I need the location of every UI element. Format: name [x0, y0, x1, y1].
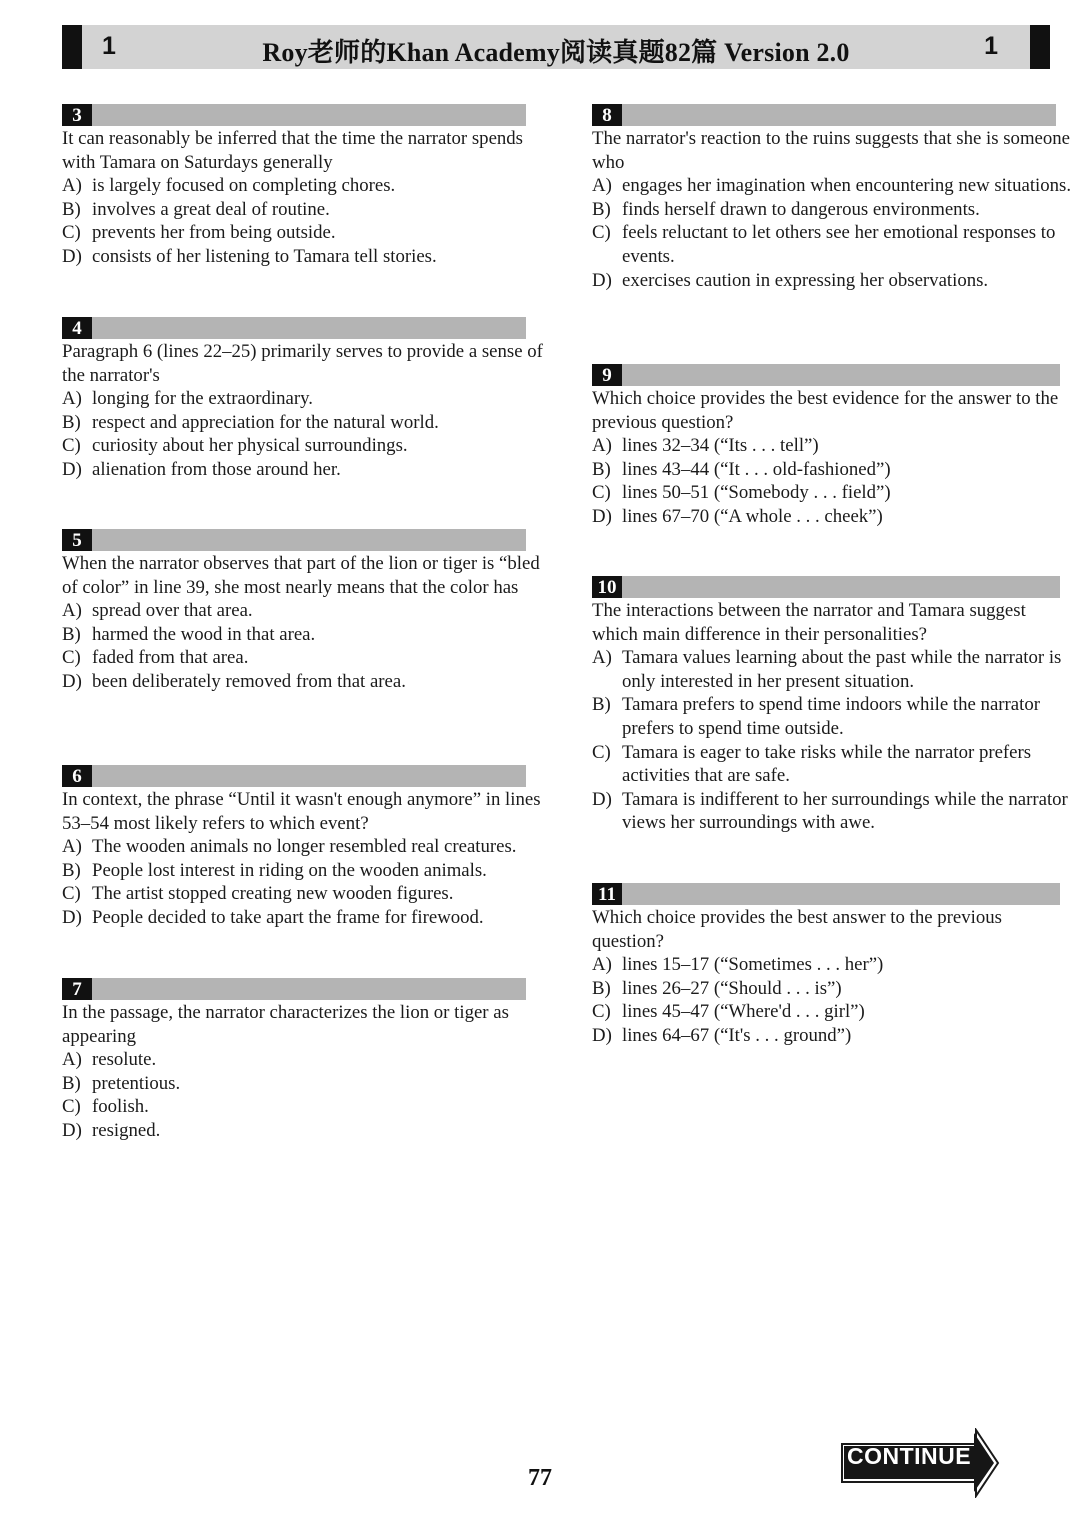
- option-a[interactable]: A) lines 15–17 (“Sometimes . . . her”): [592, 954, 884, 976]
- option-b[interactable]: B) lines 43–44 (“It . . . old-fashioned”): [592, 458, 891, 480]
- question-stem: The narrator's reaction to the ruins suggests that she is someone who: [592, 128, 1071, 173]
- question-number: 3: [62, 104, 92, 126]
- option-c[interactable]: C) Tamara is eager to take risks while the narrator prefers activities that are safe.: [592, 741, 1032, 787]
- question-number: 5: [62, 529, 92, 551]
- option-b[interactable]: B) finds herself drawn to dangerous environments.: [592, 198, 980, 220]
- option-c[interactable]: C) faded from that area.: [62, 647, 249, 669]
- question-stem: In context, the phrase “Until it wasn't enough anymore” in lines 53–54 most likely refers to which event?: [62, 789, 541, 834]
- option-d[interactable]: D) lines 64–67 (“It's . . . ground”): [592, 1024, 852, 1046]
- page-header: [62, 25, 1050, 69]
- option-d[interactable]: D) consists of her listening to Tamara tell stories.: [62, 245, 437, 267]
- option-a[interactable]: A) is largely focused on completing chores.: [62, 175, 396, 197]
- option-a[interactable]: A) longing for the extraordinary.: [62, 388, 313, 410]
- question-bar: [62, 317, 526, 339]
- question-number: 7: [62, 978, 92, 1000]
- page-number: 77: [528, 1465, 552, 1491]
- option-d[interactable]: D) lines 67–70 (“A whole . . . cheek”): [592, 505, 883, 527]
- option-b[interactable]: B) involves a great deal of routine.: [62, 198, 330, 220]
- option-a[interactable]: A) lines 32–34 (“Its . . . tell”): [592, 435, 819, 457]
- option-a[interactable]: A) Tamara values learning about the past while the narrator is only interested in her present situation.: [592, 647, 1062, 692]
- option-c[interactable]: C) The artist stopped creating new wooden figures.: [62, 883, 454, 905]
- question-stem: In the passage, the narrator characterizes the lion or tiger as appearing: [62, 1002, 509, 1047]
- option-d[interactable]: D) People decided to take apart the frame for firewood.: [62, 906, 484, 928]
- question-11: [592, 883, 1072, 1048]
- header-title: Roy老师的Khan Academy阅读真题82篇 Version 2.0: [262, 38, 850, 67]
- option-b[interactable]: B) Tamara prefers to spend time indoors while the narrator prefers to spend time outside.: [592, 694, 1040, 739]
- question-9: [592, 364, 1072, 529]
- option-b[interactable]: B) lines 26–27 (“Should . . . is”): [592, 977, 842, 999]
- question-6: [62, 765, 554, 930]
- option-c[interactable]: C) foolish.: [62, 1096, 149, 1118]
- question-10: [592, 576, 1076, 835]
- option-a[interactable]: A) resolute.: [62, 1049, 157, 1071]
- question-bar: [62, 978, 526, 1000]
- question-stem: It can reasonably be inferred that the time the narrator spends with Tamara on Saturdays generally: [62, 128, 523, 173]
- question-number: 8: [592, 104, 622, 126]
- question-stem: Which choice provides the best evidence for the answer to the previous question?: [592, 388, 1059, 433]
- option-c[interactable]: C) prevents her from being outside.: [62, 222, 336, 244]
- question-3: [62, 104, 554, 269]
- header-right-block: [1030, 25, 1050, 69]
- question-bar: [592, 576, 1060, 598]
- option-b[interactable]: B) People lost interest in riding on the wooden animals.: [62, 859, 487, 881]
- option-a[interactable]: A) The wooden animals no longer resembled real creatures.: [62, 836, 517, 858]
- header-section-number-left: 1: [102, 32, 116, 60]
- question-stem: Which choice provides the best answer to the previous question?: [592, 907, 1002, 952]
- option-b[interactable]: B) respect and appreciation for the natural world.: [62, 411, 439, 433]
- question-number: 10: [592, 576, 622, 598]
- option-d[interactable]: D) been deliberately removed from that area.: [62, 670, 406, 692]
- question-number: 6: [62, 765, 92, 787]
- question-number: 9: [592, 364, 622, 386]
- option-d[interactable]: D) Tamara is indifferent to her surroundings while the narrator views her surroundings with awe.: [592, 788, 1068, 834]
- question-5: [62, 529, 554, 694]
- question-7: [62, 978, 554, 1143]
- question-stem: When the narrator observes that part of the lion or tiger is “bled of color” in line 39, she most nearly means that the color has: [62, 553, 540, 598]
- question-4: [62, 317, 554, 482]
- option-b[interactable]: B) harmed the wood in that area.: [62, 623, 316, 645]
- header-section-number-right: 1: [984, 32, 998, 60]
- question-number: 4: [62, 317, 92, 339]
- option-c[interactable]: C) feels reluctant to let others see her emotional responses to events.: [592, 222, 1056, 267]
- question-bar: [592, 364, 1060, 386]
- question-bar: [62, 104, 526, 126]
- question-stem: The interactions between the narrator and Tamara suggest which main difference in their personalities?: [592, 600, 1026, 645]
- question-bar: [62, 529, 526, 551]
- question-8: [592, 104, 1072, 292]
- option-c[interactable]: C) lines 50–51 (“Somebody . . . field”): [592, 482, 891, 504]
- continue-button[interactable]: [840, 1428, 1000, 1498]
- question-bar: [592, 104, 1056, 126]
- option-a[interactable]: A) spread over that area.: [62, 600, 253, 622]
- option-d[interactable]: D) exercises caution in expressing her observations.: [592, 269, 989, 291]
- option-c[interactable]: C) lines 45–47 (“Where'd . . . girl”): [592, 1001, 865, 1023]
- option-a[interactable]: A) engages her imagination when encountering new situations.: [592, 175, 1072, 197]
- question-bar: [62, 765, 526, 787]
- question-stem: Paragraph 6 (lines 22–25) primarily serves to provide a sense of the narrator's: [62, 341, 543, 386]
- continue-label: CONTINUE: [847, 1443, 972, 1469]
- option-c[interactable]: C) curiosity about her physical surroundings.: [62, 435, 408, 457]
- question-bar: [592, 883, 1060, 905]
- option-d[interactable]: D) resigned.: [62, 1119, 161, 1141]
- question-number: 11: [592, 883, 622, 905]
- option-b[interactable]: B) pretentious.: [62, 1072, 181, 1094]
- option-d[interactable]: D) alienation from those around her.: [62, 458, 341, 480]
